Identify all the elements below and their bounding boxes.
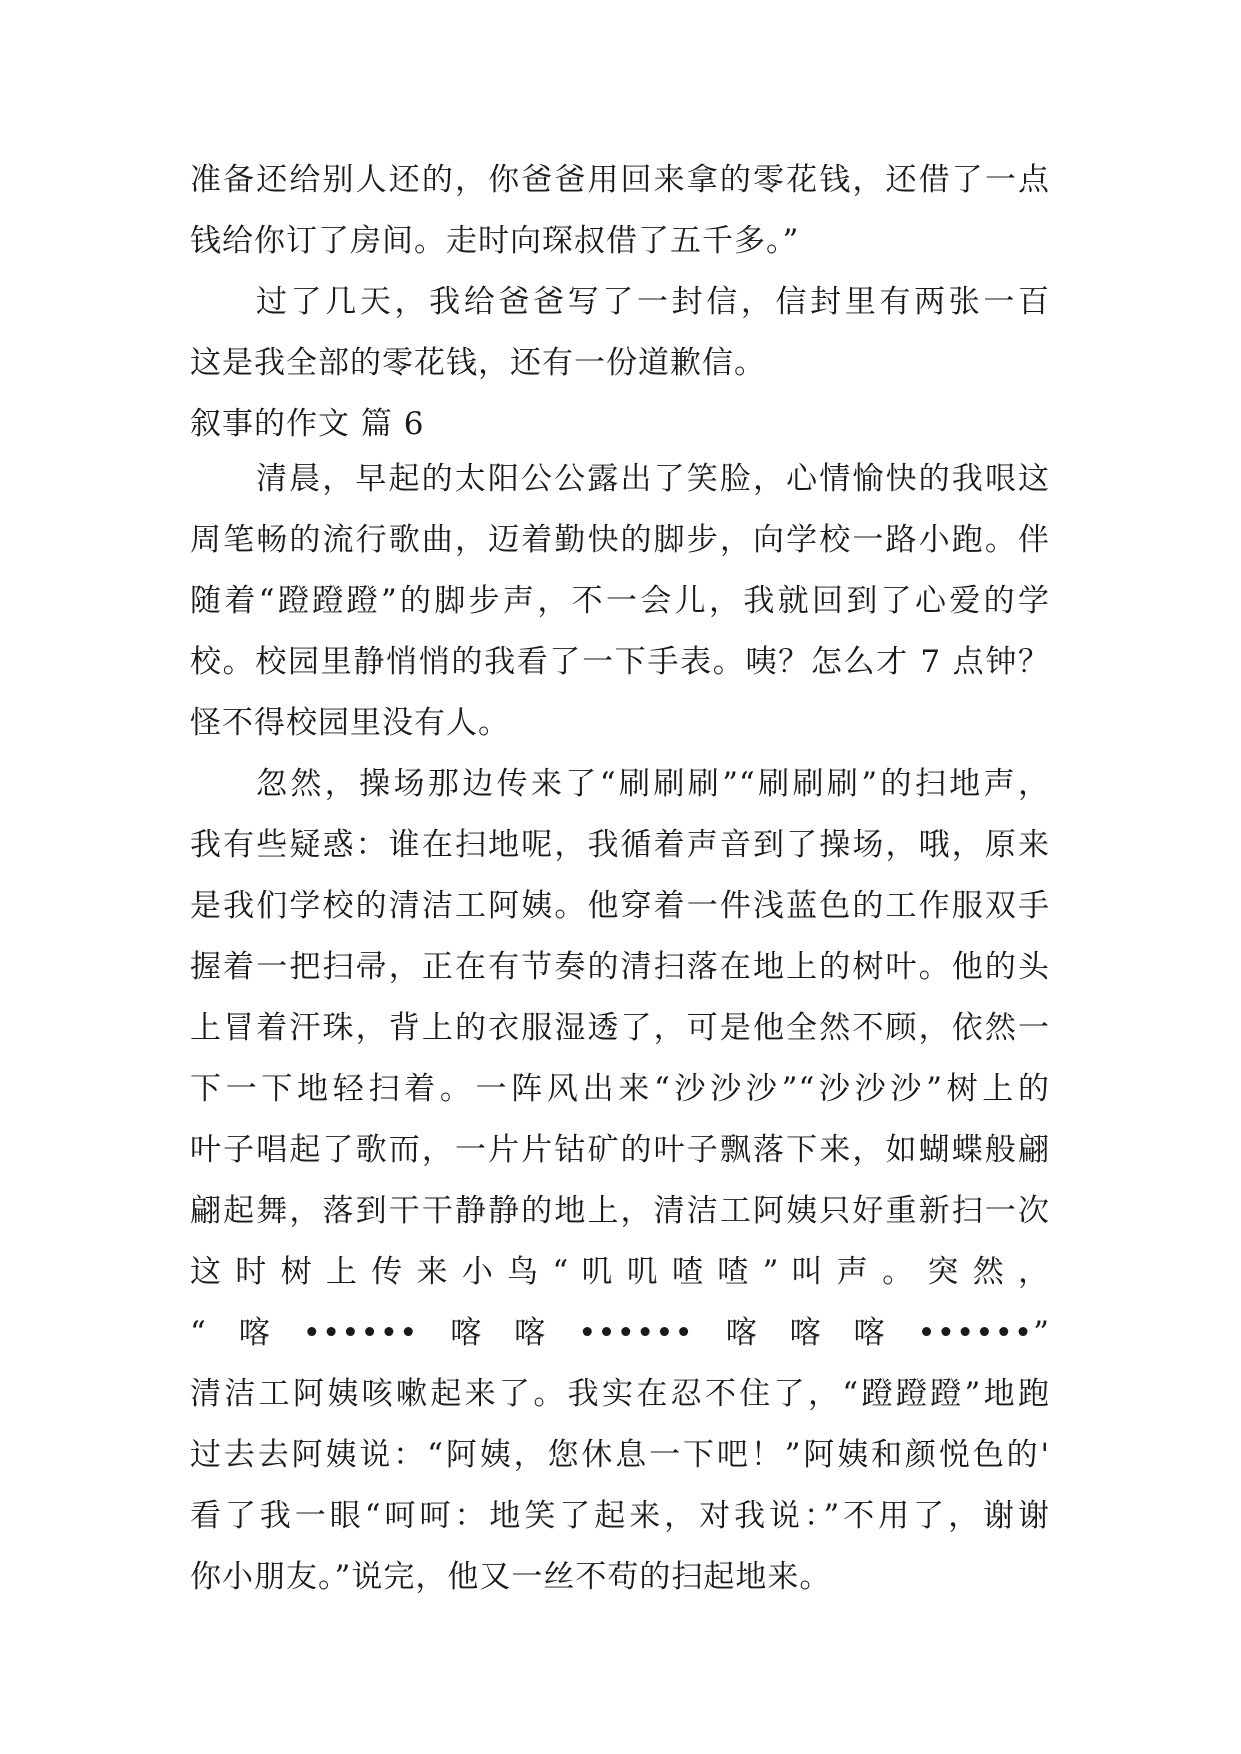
paragraph-line: 忽然，操场那边传来了“刷刷刷”“刷刷刷”的扫地声， (256, 766, 1050, 802)
paragraph-line: 我有些疑惑：谁在扫地呢，我循着声音到了操场，哦，原来 (190, 827, 1050, 863)
paragraph-line: 周笔畅的流行歌曲，迈着勤快的脚步，向学校一路小跑。伴 (190, 522, 1050, 558)
document-page (190, 160, 1050, 1618)
paragraph-line: 这 时 树 上 传 来 小 鸟 “ 叽 叽 喳 喳 ” 叫 声 。 突 然 ， (190, 1254, 1050, 1290)
paragraph-line: 清洁工阿姨咳嗽起来了。我实在忍不住了，“蹬蹬蹬”地跑 (190, 1376, 1050, 1412)
paragraph-line: 过了几天，我给爸爸写了一封信，信封里有两张一百 (256, 284, 1050, 320)
paragraph-line: “喀••••••喀喀••••••喀喀喀••••••” (190, 1315, 1050, 1351)
paragraph-line: 怪不得校园里没有人。 (190, 705, 510, 741)
paragraph-line: 你小朋友。”说完，他又一丝不苟的扫起地来。 (190, 1559, 832, 1595)
paragraph-line: 下一下地轻扫着。一阵风出来“沙沙沙”“沙沙沙”树上的 (190, 1071, 1050, 1107)
paragraph-line: 是我们学校的清洁工阿姨。他穿着一件浅蓝色的工作服双手 (190, 888, 1050, 924)
paragraph-line: 过去去阿姨说：“阿姨，您休息一下吧！”阿姨和颜悦色的' (190, 1437, 1050, 1473)
paragraph-line: 清晨，早起的太阳公公露出了笑脸，心情愉快的我哏这 (256, 461, 1050, 497)
section-heading: 叙事的作文 篇 6 (190, 406, 425, 442)
paragraph-line: 翩起舞，落到干干静静的地上，清洁工阿姨只好重新扫一次 (190, 1193, 1050, 1229)
paragraph-line: 随着“蹬蹬蹬”的脚步声，不一会儿，我就回到了心爱的学 (190, 583, 1050, 619)
paragraph-line: 这是我全部的零花钱，还有一份道歉信。 (190, 345, 766, 381)
paragraph-line: 握着一把扫帚，正在有节奏的清扫落在地上的树叶。他的头 (190, 949, 1050, 985)
paragraph-line: 校。校园里静悄悄的我看了一下手表。咦？怎么才 7 点钟？ (190, 644, 1050, 680)
paragraph-line: 上冒着汗珠，背上的衣服湿透了，可是他全然不顾，依然一 (190, 1010, 1050, 1046)
paragraph-line: 准备还给别人还的，你爸爸用回来拿的零花钱，还借了一点 (190, 162, 1050, 198)
paragraph-line: 钱给你订了房间。走时向琛叔借了五千多。” (190, 223, 800, 259)
paragraph-line: 叶子唱起了歌而，一片片钴矿的叶子飘落下来，如蝴蝶般翩 (190, 1132, 1050, 1168)
paragraph-line: 看了我一眼“呵呵：地笑了起来，对我说：”不用了，谢谢 (190, 1498, 1050, 1534)
